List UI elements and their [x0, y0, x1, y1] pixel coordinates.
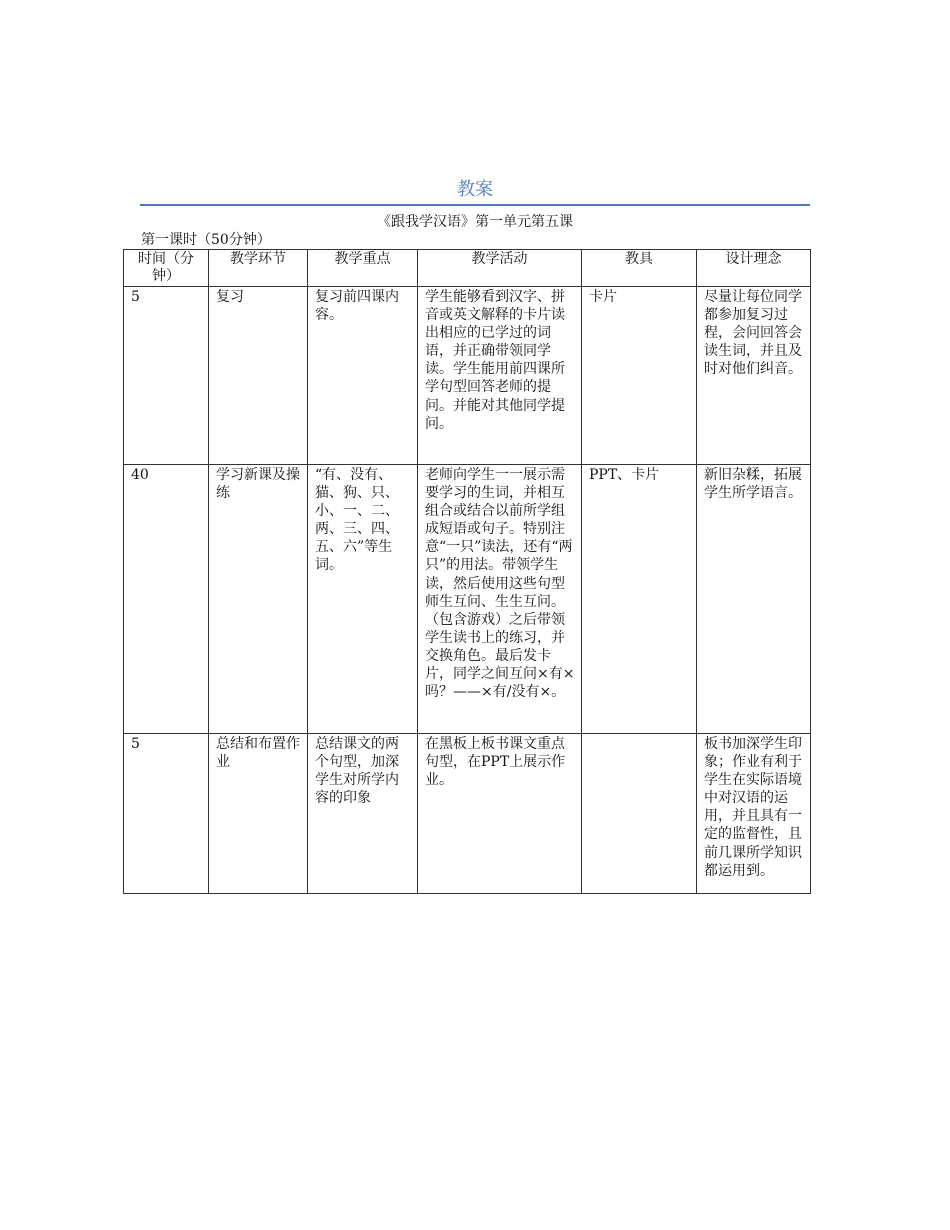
header-activity: 教学活动	[418, 250, 582, 287]
table-row	[124, 465, 811, 734]
cell-stage: 总结和布置作业	[209, 734, 308, 894]
cell-activity: 学生能够看到汉字、拼音或英文解释的卡片读出相应的已学过的词语，并正确带领同学读。学生能用前四课所学句型回答老师的提问。并能对其他同学提问。	[418, 287, 582, 465]
cell-rationale: 尽量让每位同学都参加复习过程，会问回答会读生词，并且及时对他们纠音。	[697, 287, 811, 465]
cell-tools: PPT、卡片	[582, 465, 697, 734]
lesson-plan-table	[123, 249, 811, 894]
table-row	[124, 287, 811, 465]
cell-time: 5	[124, 734, 209, 894]
header-tools: 教具	[582, 250, 697, 287]
cell-stage: 学习新课及操练	[209, 465, 308, 734]
header-rationale: 设计理念	[697, 250, 811, 287]
cell-tools: 卡片	[582, 287, 697, 465]
header-stage: 教学环节	[209, 250, 308, 287]
cell-tools	[582, 734, 697, 894]
cell-focus: 复习前四课内容。	[308, 287, 418, 465]
cell-stage: 复习	[209, 287, 308, 465]
header-time	[124, 250, 209, 287]
table-header-row	[124, 250, 811, 287]
cell-rationale: 板书加深学生印象；作业有利于学生在实际语境中对汉语的运用，并且具有一定的监督性，且前几课所学知识都运用到。	[697, 734, 811, 894]
title-underline	[140, 204, 810, 206]
cell-activity: 老师向学生一一展示需要学习的生词，并相互组合或结合以前所学组成短语或句子。特别注意“一只”读法，还有“两只”的用法。带领学生读，然后使用这些句型师生互问、生生互问。（包含游戏）之后带领学生读书上的练习，并交换角色。最后发卡片，同学之间互问×有×吗？——×有/没有×。	[418, 465, 582, 734]
header-time-label: 时间（分钟）	[138, 251, 194, 284]
cell-focus: 总结课文的两个句型，加深学生对所学内容的印象	[308, 734, 418, 894]
header-focus: 教学重点	[308, 250, 418, 287]
cell-rationale: 新旧杂糅，拓展学生所学语言。	[697, 465, 811, 734]
cell-focus: “有、没有、猫、狗、只、小、一、二、两、三、四、五、六”等生词。	[308, 465, 418, 734]
session-label: 第一课时（50分钟）	[141, 232, 271, 248]
cell-time: 5	[124, 287, 209, 465]
document-title: 教案	[457, 179, 493, 200]
lesson-subtitle: 《跟我学汉语》第一单元第五课	[377, 214, 573, 230]
table-row	[124, 734, 811, 894]
cell-time: 40	[124, 465, 209, 734]
cell-activity: 在黑板上板书课文重点句型，在PPT上展示作业。	[418, 734, 582, 894]
